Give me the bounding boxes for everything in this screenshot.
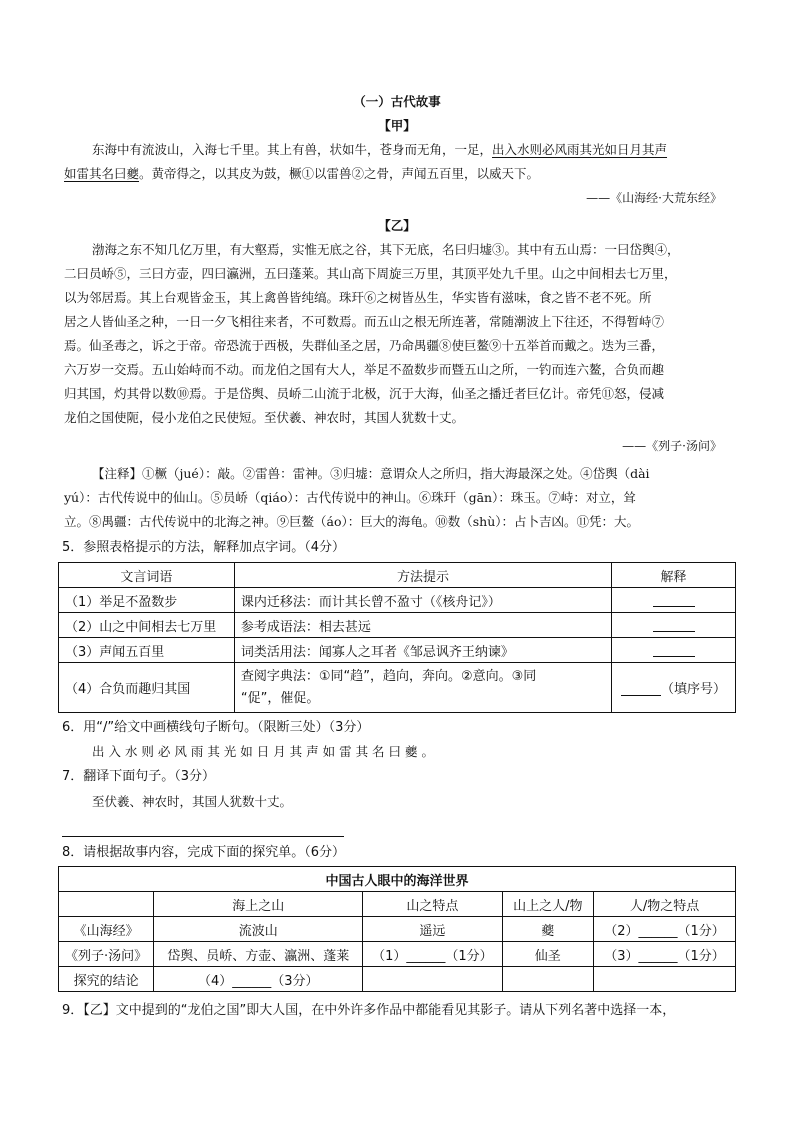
table-header-row xyxy=(59,892,736,917)
question-6-prompt: 6．用“/”给文中画横线句子断句。（限断三处）（3分） xyxy=(62,720,370,735)
table-header-row xyxy=(59,563,736,588)
hint-cell: 词类活用法：闻寡人之耳者《邹忌讽齐王纳谏》 xyxy=(234,638,611,663)
answer-blank[interactable]: （1）______（1分） xyxy=(363,942,502,967)
table-header: 海上之山 xyxy=(154,892,363,917)
answer-blank[interactable]: （3）______（1分） xyxy=(594,942,736,967)
passage-yi-line: 以为邻居焉。其上台观皆金玉，其上禽兽皆纯缟。珠玕⑥之树皆丛生，华实皆有滋味，食之皆不老不死。所 xyxy=(64,290,652,305)
question-8-prompt: 8．请根据故事内容，完成下面的探究单。（6分） xyxy=(62,845,346,860)
table-header: 方法提示 xyxy=(234,563,611,588)
table-cell: 《列子·汤问》 xyxy=(59,942,154,967)
question-5-prompt: 5．参照表格提示的方法，解释加点字词。（4分） xyxy=(62,540,346,555)
table-cell: 岱舆、员峤、方壶、瀛洲、蓬莱 xyxy=(154,942,363,967)
table-row xyxy=(59,967,736,992)
hint-cell: 参考成语法：相去甚远 xyxy=(234,613,611,638)
table-cell: 《山海经》 xyxy=(59,917,154,942)
table-row xyxy=(59,917,736,942)
passage-yi-line: 渤海之东不知几亿万里，有大壑焉，实惟无底之谷，其下无底，名曰归墟③。其中有五山焉：一曰岱舆④， xyxy=(92,242,680,257)
answer-blank[interactable] xyxy=(612,613,736,638)
question-7-sentence: 至伏羲、神农时，其国人犹数十丈。 xyxy=(92,794,293,809)
passage-jia-label: 【甲】 xyxy=(378,118,416,133)
table-cell: 流波山 xyxy=(154,917,363,942)
passage-yi-line: 六万岁一交焉。五山始峙而不动。而龙伯之国有大人，举足不盈数步而暨五山之所，一钓而连六鳌，合负而趣 xyxy=(64,362,665,377)
answer-line[interactable] xyxy=(62,836,344,837)
notes-line: 立。⑧禺疆：古代传说中的北海之神。⑨巨鳌（áo）：巨大的海龟。⑩数（shù）：占卜吉凶。⑪凭：大。 xyxy=(64,514,639,529)
question-8-table xyxy=(58,866,736,992)
question-6-sentence: 出 入 水 则 必 风 雨 其 光 如 日 月 其 声 如 雷 其 名 曰 夔 。 xyxy=(92,744,434,759)
hint-line: 查阅字典法：①同“趋”，趋向，奔向。②意向。③同 xyxy=(240,668,537,684)
table-cell xyxy=(594,967,736,992)
word-cell: （1）举足不盈数步 xyxy=(59,588,235,613)
passage-yi-label: 【乙】 xyxy=(378,218,416,233)
notes-line: 【注释】①橛（jué）：敲。②雷兽：雷神。③归墟：意谓众人之所归，指大海最深之处。④岱舆（dài xyxy=(92,466,650,481)
table-row xyxy=(59,613,736,638)
table-row xyxy=(59,942,736,967)
table-header: 山上之人/物 xyxy=(502,892,594,917)
passage-yi-source: ——《列子·汤问》 xyxy=(622,439,722,453)
section-title: （一）古代故事 xyxy=(353,94,441,109)
table-cell: 仙圣 xyxy=(502,942,594,967)
hint-line: “促”，催促。 xyxy=(240,690,320,706)
question-7-prompt: 7．翻译下面句子。（3分） xyxy=(62,769,216,784)
table-title-row xyxy=(59,867,736,892)
jia-text: 。黄帝得之，以其皮为鼓，橛①以雷兽②之骨，声闻五百里，以威天下。 xyxy=(139,166,540,181)
table-header: 解释 xyxy=(612,563,736,588)
answer-hint: （填序号） xyxy=(661,682,727,697)
table-cell xyxy=(502,967,594,992)
table-cell: 遥远 xyxy=(363,917,502,942)
table-cell: 夔 xyxy=(502,917,594,942)
underlined-sentence-part-2: 如雷其名曰夔 xyxy=(64,166,140,181)
table-cell xyxy=(363,967,502,992)
passage-jia-source: ——《山海经·大荒东经》 xyxy=(586,191,722,205)
table-row xyxy=(59,588,736,613)
word-cell: （4）合负而趣归其国 xyxy=(59,663,235,713)
word-cell: （3）声闻五百里 xyxy=(59,638,235,663)
table-title: 中国古人眼中的海洋世界 xyxy=(59,867,736,892)
answer-blank[interactable]: （4）______（3分） xyxy=(154,967,363,992)
hint-cell: 课内迁移法：而计其长曾不盈寸（《核舟记》） xyxy=(234,588,611,613)
table-header: 人/物之特点 xyxy=(594,892,736,917)
table-row xyxy=(59,663,736,713)
word-cell: （2）山之中间相去七万里 xyxy=(59,613,235,638)
table-header: 文言词语 xyxy=(59,563,235,588)
passage-jia-line-1 xyxy=(92,138,667,162)
answer-blank[interactable] xyxy=(612,638,736,663)
passage-yi-line: 归其国，灼其骨以数⑩焉。于是岱舆、员峤二山流于北极，沉于大海，仙圣之播迁者巨亿计。帝凭⑪怒，侵减 xyxy=(64,386,665,401)
passage-yi-line: 二曰员峤⑤，三曰方壶，四曰瀛洲，五曰蓬莱。其山高下周旋三万里，其顶平处九千里。山之中间相去七万里， xyxy=(64,266,677,281)
passage-yi-line: 龙伯之国使阨，侵小龙伯之民使短。至伏羲、神农时，其国人犹数十丈。 xyxy=(64,410,465,425)
passage-yi-line: 居之人皆仙圣之种，一日一夕飞相往来者，不可数焉。而五山之根无所连著，常随潮波上下往还，不得暂峙⑦ xyxy=(64,314,665,329)
hint-cell xyxy=(234,663,611,713)
question-5-table xyxy=(58,562,736,713)
table-header xyxy=(59,892,154,917)
passage-yi-line: 焉。仙圣毒之，诉之于帝。帝恐流于西极，失群仙圣之居，乃命禺疆⑧使巨鳌⑨十五举首而戴之。迭为三番， xyxy=(64,338,665,353)
underlined-sentence-part-1: 出入水则必风雨其光如日月其声 xyxy=(492,142,668,157)
answer-blank[interactable] xyxy=(612,663,736,713)
passage-jia-line-2 xyxy=(64,162,539,186)
answer-blank[interactable]: （2）______（1分） xyxy=(594,917,736,942)
notes-line: yú）：古代传说中的仙山。⑤员峤（qiáo）：古代传说中的神山。⑥珠玕（gān）：珠玉。⑦峙：对立，耸 xyxy=(64,490,636,505)
table-cell: 探究的结论 xyxy=(59,967,154,992)
table-header: 山之特点 xyxy=(363,892,502,917)
question-9-prompt: 9．【乙】文中提到的“龙伯之国”即大人国，在中外许多作品中都能看见其影子。请从下列名著中选择一本， xyxy=(62,1003,676,1018)
jia-text: 东海中有流波山，入海七千里。其上有兽，状如牛，苍身而无角，一足， xyxy=(92,142,493,157)
table-row xyxy=(59,638,736,663)
answer-blank[interactable] xyxy=(612,588,736,613)
